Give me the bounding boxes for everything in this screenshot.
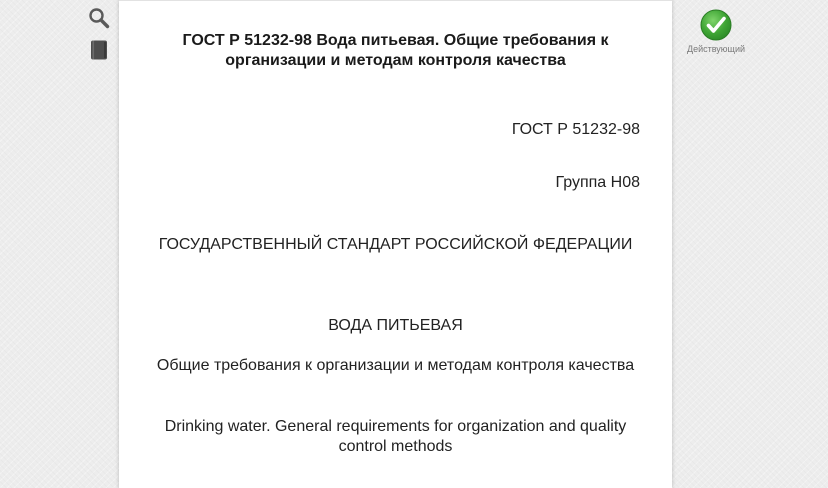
document-group: Группа Н08	[555, 174, 640, 191]
book-button[interactable]	[88, 39, 110, 61]
standard-subtitle-ru: Общие требования к организации и методам контроля качества	[156, 357, 635, 374]
document-page	[119, 0, 672, 488]
check-circle-icon	[700, 9, 732, 41]
document-code: ГОСТ Р 51232-98	[511, 121, 640, 138]
standard-name: ВОДА ПИТЬЕВАЯ	[328, 317, 463, 334]
book-icon	[88, 39, 110, 61]
document-title: ГОСТ Р 51232-98 Вода питьевая. Общие требования к организации и методам контроля качества	[182, 32, 609, 69]
org-heading: ГОСУДАРСТВЕННЫЙ СТАНДАРТ РОССИЙСКОЙ ФЕДЕРАЦИИ	[158, 236, 633, 253]
status-label: Действующий	[686, 44, 746, 54]
standard-title-en: Drinking water. General requirements for organization and quality control methods	[164, 418, 627, 455]
status-indicator	[682, 9, 750, 55]
search-icon	[88, 7, 110, 29]
search-button[interactable]	[88, 7, 110, 29]
